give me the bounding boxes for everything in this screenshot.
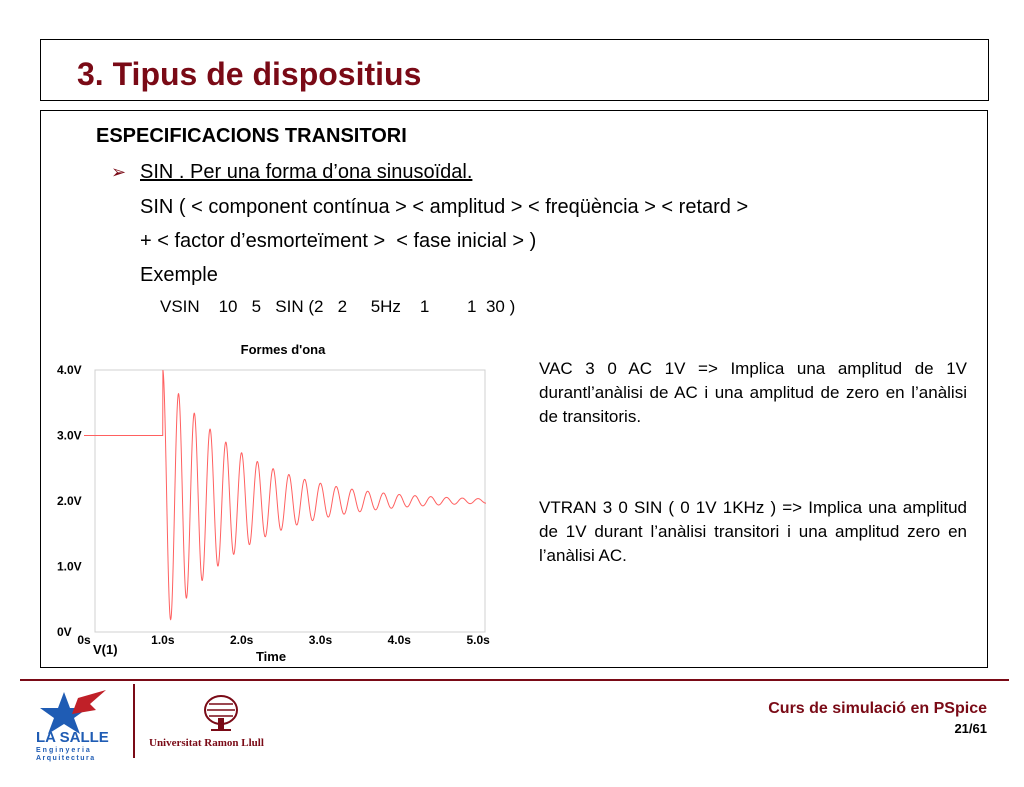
y-tick-label: 0V <box>57 625 72 639</box>
title-box <box>40 39 989 101</box>
logo-text: LA SALLE <box>36 729 109 746</box>
x-axis-label: Time <box>255 649 287 664</box>
course-title: Curs de simulació en PSpice <box>768 700 987 717</box>
x-tick-label: 4.0s <box>387 633 411 647</box>
swoosh-icon <box>72 690 106 714</box>
university-logo <box>149 688 299 750</box>
logo-sub-1: Enginyeria <box>36 747 92 754</box>
bullet-text: SIN . Per una forma d’ona sinusoïdal. <box>140 161 473 183</box>
vsin-example: VSIN 10 5 SIN (2 2 5Hz 1 1 30 ) <box>160 297 516 316</box>
x-tick-label: 2.0s <box>229 633 254 647</box>
arrow-bullet-icon: ➢ <box>111 162 127 182</box>
bullet-item <box>111 161 472 184</box>
example-label: Exemple <box>140 264 218 286</box>
vtran-paragraph: VTRAN 3 0 SIN ( 0 1V 1KHz ) => Implica una amplitud de 1V durant l’anàlisi transitori i una amplitud zero en l’anàlisi AC. <box>539 498 967 565</box>
y-tick-label: 2.0V <box>57 494 82 508</box>
y-tick-label: 4.0V <box>57 363 82 377</box>
university-name: Universitat Ramon Llull <box>149 737 264 749</box>
syntax-line-2: + < factor d’esmorteïment > < fase inicial > ) <box>140 230 537 252</box>
chart-title: Formes d'ona <box>240 342 326 357</box>
syntax-line-1: SIN ( < component contínua > < amplitud > < freqüència > < retard > <box>140 196 749 218</box>
logo-sub-2: Arquitectura <box>36 755 96 762</box>
series-line <box>84 370 486 619</box>
x-tick-label: 1.0s <box>151 633 175 647</box>
y-tick-label: 1.0V <box>57 559 82 574</box>
waveform-chart <box>41 336 511 666</box>
slide-title: 3. Tipus de dispositius <box>77 56 422 92</box>
y-axis-ticks <box>57 363 82 639</box>
tree-icon <box>205 696 237 730</box>
page-number: 21/61 <box>954 721 987 736</box>
vac-paragraph: VAC 3 0 AC 1V => Implica una amplitud de 1V durantl’anàlisi de AC i una amplitud de zero en l’anàlisi de transitoris. <box>539 359 967 426</box>
y-tick-label: 3.0V <box>57 428 82 443</box>
legend-label: V(1) <box>93 642 118 657</box>
x-tick-label: 0s <box>77 633 91 647</box>
section-heading: ESPECIFICACIONS TRANSITORI <box>96 125 407 147</box>
la-salle-logo <box>34 684 130 762</box>
x-axis-ticks <box>77 633 490 647</box>
content-box <box>40 110 988 668</box>
x-tick-label: 5.0s <box>466 633 490 647</box>
footer-divider <box>20 679 1009 681</box>
footer-separator <box>133 684 135 758</box>
x-tick-label: 3.0s <box>308 633 333 647</box>
